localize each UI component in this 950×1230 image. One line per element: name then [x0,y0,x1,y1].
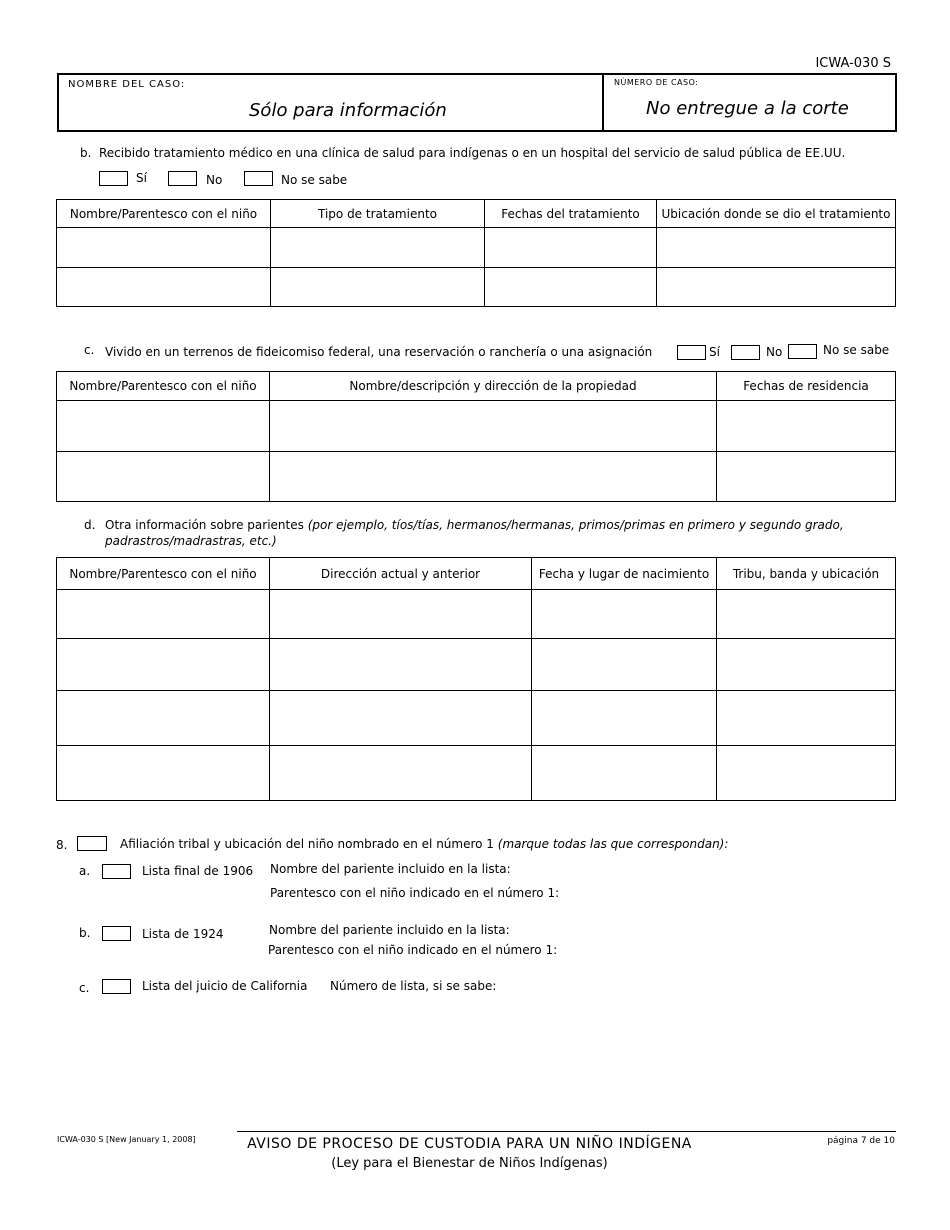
section-b-no-label: No [206,173,223,187]
california-roll-checkbox[interactable] [102,979,131,994]
table-cell[interactable] [270,639,532,691]
section-c-unknown-checkbox[interactable] [788,344,817,359]
section-d-question-italic-2: padrastros/madrastras, etc.) [105,534,277,548]
table-cell[interactable] [270,452,717,502]
section-8-question [120,837,728,851]
table-cell[interactable] [270,590,532,639]
table-header: Dirección actual y anterior [270,558,532,590]
section-c-letter: c. [84,343,95,357]
section-8-question-italic: (marque todas las que correspondan): [497,837,729,851]
section-8-number: 8. [56,838,68,852]
roll-1924-relative-name-label: Nombre del pariente incluido en la lista: [269,923,510,937]
section-c-unknown-label: No se sabe [823,343,890,357]
roll-1906-label: Lista final de 1906 [142,864,254,878]
table-cell[interactable] [270,691,532,746]
case-box-divider [602,75,604,130]
section-8a-letter: a. [79,864,91,878]
table-cell[interactable] [532,639,717,691]
table-cell[interactable] [717,746,896,801]
residence-table [56,371,896,502]
section-d-question [105,518,844,532]
table-cell[interactable] [717,452,896,502]
table-cell[interactable] [270,746,532,801]
case-info-box [57,73,897,132]
table-cell[interactable] [717,639,896,691]
table-cell[interactable] [57,639,270,691]
case-number-field[interactable]: No entregue a la corte [646,98,849,119]
table-cell[interactable] [57,452,270,502]
footer-rule [237,1131,896,1132]
section-c-question: Vivido en un terrenos de fideicomiso federal, una reservación o ranchería o una asignación [105,345,653,359]
table-cell[interactable] [270,401,717,452]
section-8c-letter: c. [79,981,90,995]
table-cell[interactable] [57,268,271,307]
section-b-letter: b. [80,146,92,160]
section-8-question-text: Afiliación tribal y ubicación del niño nombrado en el número 1 [120,837,494,851]
case-name-label: NOMBRE DEL CASO: [68,79,186,90]
table-header: Nombre/Parentesco con el niño [57,558,270,590]
relatives-table [56,557,896,801]
roll-1906-relationship-label: Parentesco con el niño indicado en el número 1: [270,886,560,900]
section-d-question-text: Otra información sobre parientes [105,518,304,532]
roll-1924-relationship-label: Parentesco con el niño indicado en el número 1: [268,943,558,957]
roll-1906-checkbox[interactable] [102,864,131,879]
table-cell[interactable] [532,691,717,746]
table-header: Nombre/descripción y dirección de la propiedad [270,372,717,401]
footer-page-number: página 7 de 10 [827,1136,895,1146]
table-cell[interactable] [532,746,717,801]
section-b-unknown-label: No se sabe [281,173,348,187]
table-cell[interactable] [271,268,485,307]
table-header: Ubicación donde se dio el tratamiento [657,200,896,228]
form-id: ICWA-030 S [815,56,891,71]
california-roll-label: Lista del juicio de California [142,979,308,993]
table-cell[interactable] [657,268,896,307]
table-cell[interactable] [271,228,485,268]
table-cell[interactable] [57,746,270,801]
treatment-table [56,199,896,307]
table-header: Fechas del tratamiento [485,200,657,228]
table-cell[interactable] [57,590,270,639]
section-c-yes-label: Sí [709,345,720,359]
section-c-yes-checkbox[interactable] [677,345,706,360]
section-8b-letter: b. [79,926,91,940]
section-b-yes-label: Sí [136,171,147,185]
table-header: Nombre/Parentesco con el niño [57,372,270,401]
roll-1906-relative-name-label: Nombre del pariente incluido en la lista: [270,862,511,876]
table-cell[interactable] [485,228,657,268]
table-cell[interactable] [485,268,657,307]
table-cell[interactable] [657,228,896,268]
table-header: Tipo de tratamiento [271,200,485,228]
table-cell[interactable] [532,590,717,639]
table-header: Fecha y lugar de nacimiento [532,558,717,590]
section-8-checkbox[interactable] [77,836,107,851]
table-header: Nombre/Parentesco con el niño [57,200,271,228]
roll-1924-label: Lista de 1924 [142,927,224,941]
table-header: Tribu, banda y ubicación [717,558,896,590]
case-name-field[interactable]: Sólo para información [249,100,447,121]
table-cell[interactable] [57,228,271,268]
table-cell[interactable] [57,401,270,452]
california-roll-number-label: Número de lista, si se sabe: [330,979,497,993]
section-c-no-checkbox[interactable] [731,345,760,360]
section-b-question: Recibido tratamiento médico en una clínica de salud para indígenas o en un hospital del servicio de salud pública de EE.UU. [99,146,846,160]
section-c-no-label: No [766,345,783,359]
footer-subtitle: (Ley para el Bienestar de Niños Indígenas) [331,1156,608,1171]
section-b-unknown-checkbox[interactable] [244,171,273,186]
section-b-yes-checkbox[interactable] [99,171,128,186]
case-number-label: NÚMERO DE CASO: [614,78,699,87]
table-header: Fechas de residencia [717,372,896,401]
table-cell[interactable] [57,691,270,746]
table-cell[interactable] [717,691,896,746]
footer-title: AVISO DE PROCESO DE CUSTODIA PARA UN NIÑO INDÍGENA [247,1136,692,1152]
section-d-question-italic: (por ejemplo, tíos/tías, hermanos/hermanas, primos/primas en primero y segundo grado, [307,518,844,532]
table-cell[interactable] [717,401,896,452]
section-b-no-checkbox[interactable] [168,171,197,186]
roll-1924-checkbox[interactable] [102,926,131,941]
footer-form-revision: ICWA-030 S [New January 1, 2008] [57,1135,196,1144]
table-cell[interactable] [717,590,896,639]
section-d-letter: d. [84,518,96,532]
